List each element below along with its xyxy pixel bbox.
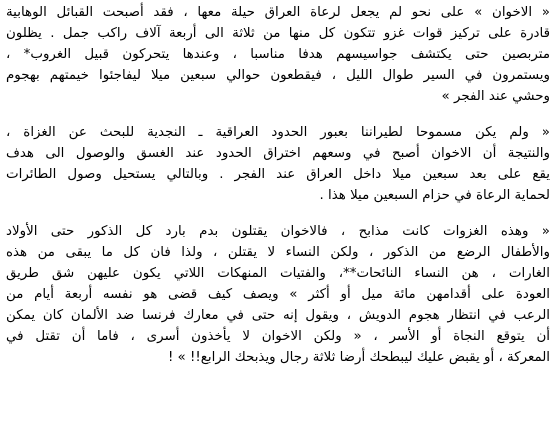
text-line: المعركة ، أو يقبض عليك ليبطحك أرضا ثلاثة رجال ويذبحك الرابع!! » ! xyxy=(167,350,550,365)
text-line: العودة على أقدامهن مائة ميل أو أكثر » ويصف كيف قضى هو نفسه أربعة أيام من xyxy=(6,287,550,302)
text-line: يقع على بعد سبعين ميلا داخل العراق عند الفجر . وبالتالي يستحيل وصول الطائرات xyxy=(6,167,550,182)
text-line: « ولم يكن مسموحا لطيراننا بعبور الحدود العراقية ـ النجدية للبحث عن الغزاة ، xyxy=(6,125,550,140)
text-line: قادرة على تركيز قوات غزو تتكون كل منها من ثلاثة الى أربعة آلاف راكب جمل . يظلون xyxy=(6,26,550,41)
text-line: وحشي عند الفجر » xyxy=(441,89,550,104)
text-line: لحماية الرعاة في حزام السبعين ميلا هذا . xyxy=(319,188,550,203)
paragraph-gap xyxy=(6,206,550,221)
text-line: « وهذه الغزوات كانت مذابح ، فالاخوان يقتلون بدم بارد كل الذكور حتى الأولاد xyxy=(6,224,550,239)
text-line: ويستمرون في السير طوال الليل ، فيقطعون حوالي سبعين ميلا ليفاجئوا خيمتهم بهجوم xyxy=(6,68,550,83)
text-line: متربصين حتى يكتشف جواسيسهم هدفا مناسبا ، وعندها يتحركون قبيل الغروب* ، xyxy=(6,47,550,62)
text-line: والنتيجة أن الاخوان أصبح في وسعهم اختراق الحدود عند الغسق والوصول الى هدف xyxy=(6,146,550,161)
text-line: « الاخوان » على نحو لم يجعل لرعاة العراق حيلة معها ، فقد أصبحت القبائل الوهابية xyxy=(6,5,550,20)
document-page xyxy=(6,2,550,440)
paragraph-raids-description xyxy=(6,2,550,107)
paragraph-gap xyxy=(6,107,550,122)
text-line: أن يتوقع النجاة أو الأسر ، « ولكن الاخوان لا يأخذون أسرى ، فاما أن تقتل في xyxy=(6,329,550,344)
paragraph-aviation xyxy=(6,122,550,206)
text-line: والأطفال الرضع من الذكور ، ولكن النساء لا يقتلن ، ولذا فان كل ما يبقى من هذه xyxy=(6,245,550,260)
paragraph-massacres xyxy=(6,221,550,368)
text-line: الرعب في انتظار هجوم الدويش ، ويقول إنه حتى في معارك فرنسا ضد الألمان كان يمكن xyxy=(6,308,550,323)
text-line: الغارات ، هن النساء النائحات**، والفتيات المنهكات اللاتي يكون عليهن شق طريق xyxy=(6,266,550,281)
